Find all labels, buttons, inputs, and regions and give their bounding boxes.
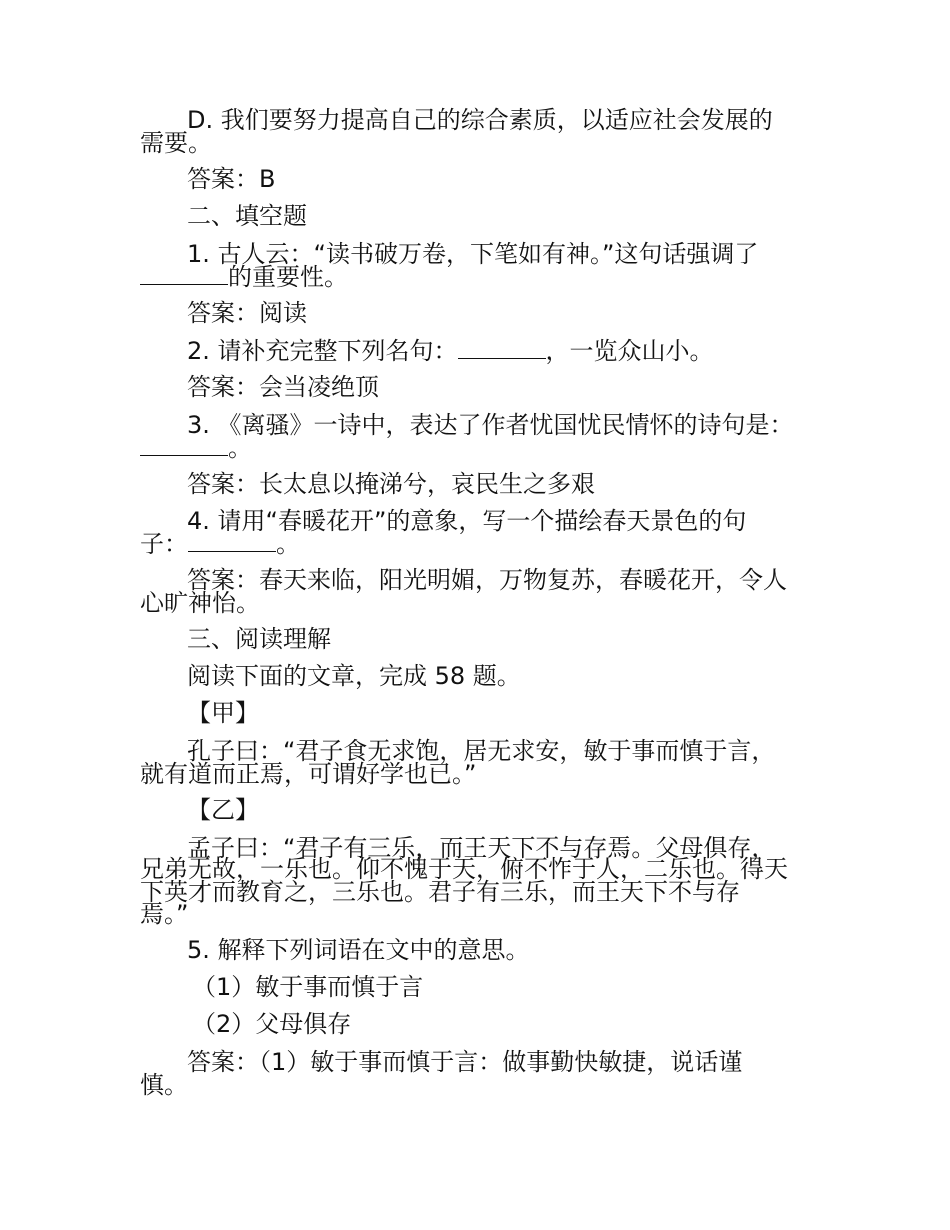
answer-3: 答案：长太息以掩涕兮，哀民生之多艰	[187, 470, 595, 498]
passage-yi-line1: 孟子曰：“君子有三乐，而王天下不与存焉。父母俱存，	[187, 834, 776, 862]
question-5: 5. 解释下列词语在文中的意思。	[187, 936, 530, 964]
question-3-line1: 3. 《离骚》一诗中，表达了作者忧国忧民情怀的诗句是：	[187, 411, 794, 439]
question-4-line2: 子： 。	[140, 530, 300, 558]
answer-blank	[140, 280, 228, 285]
passage-label-yi: 【乙】	[187, 796, 259, 824]
passage-yi-line3: 下英才而教育之，三乐也。君子有三乐，而王天下不与存	[140, 878, 740, 906]
section-heading-reading: 三、阅读理解	[187, 625, 331, 653]
answer-2: 答案：会当凌绝顶	[187, 373, 379, 401]
answer-5-line1: 答案：（1）敏于事而慎于言：做事勤快敏捷，说话谨	[187, 1048, 743, 1076]
passage-jia-line1: 孔子曰：“君子食无求饱，居无求安，敏于事而慎于言，	[187, 737, 776, 765]
question-2: 2. 请补充完整下列名句： ，一览众山小。	[187, 337, 714, 365]
question-1-line2: 的重要性。	[140, 265, 348, 289]
option-d-line2: 需要。	[140, 129, 212, 157]
question-5-item-1: （1）敏于事而慎于言	[192, 973, 424, 1001]
question-5-item-2: （2）父母俱存	[192, 1010, 352, 1038]
question-1-line1: 1. 古人云：“读书破万卷，下笔如有神。”这句话强调了	[187, 240, 759, 268]
answer-4-line2: 心旷神怡。	[140, 589, 260, 617]
question-4-line1: 4. 请用“春暖花开”的意象，写一个描绘春天景色的句	[187, 507, 747, 535]
option-d-line1: D. 我们要努力提高自己的综合素质，以适应社会发展的	[187, 106, 773, 134]
answer-blank	[458, 354, 546, 359]
passage-jia-line2: 就有道而正焉，可谓好学也已。”	[140, 760, 477, 788]
answer-blank	[140, 451, 228, 456]
answer-blank	[188, 547, 276, 552]
question-3-line2: 。	[140, 436, 252, 460]
passage-yi-line4: 焉。”	[140, 900, 189, 928]
passage-yi-line2: 兄弟无故，一乐也。仰不愧于天，俯不怍于人，二乐也。得天	[140, 855, 788, 883]
answer-1: 答案：阅读	[187, 299, 307, 327]
passage-label-jia: 【甲】	[187, 699, 259, 727]
answer-4-line1: 答案：春天来临，阳光明媚，万物复苏，春暖花开，令人	[187, 566, 787, 594]
answer-q-choice: 答案：B	[187, 165, 276, 193]
answer-5-line2: 慎。	[140, 1071, 188, 1099]
section-heading-fill-blank: 二、填空题	[187, 202, 307, 230]
reading-instruction: 阅读下面的文章，完成 58 题。	[187, 662, 521, 690]
